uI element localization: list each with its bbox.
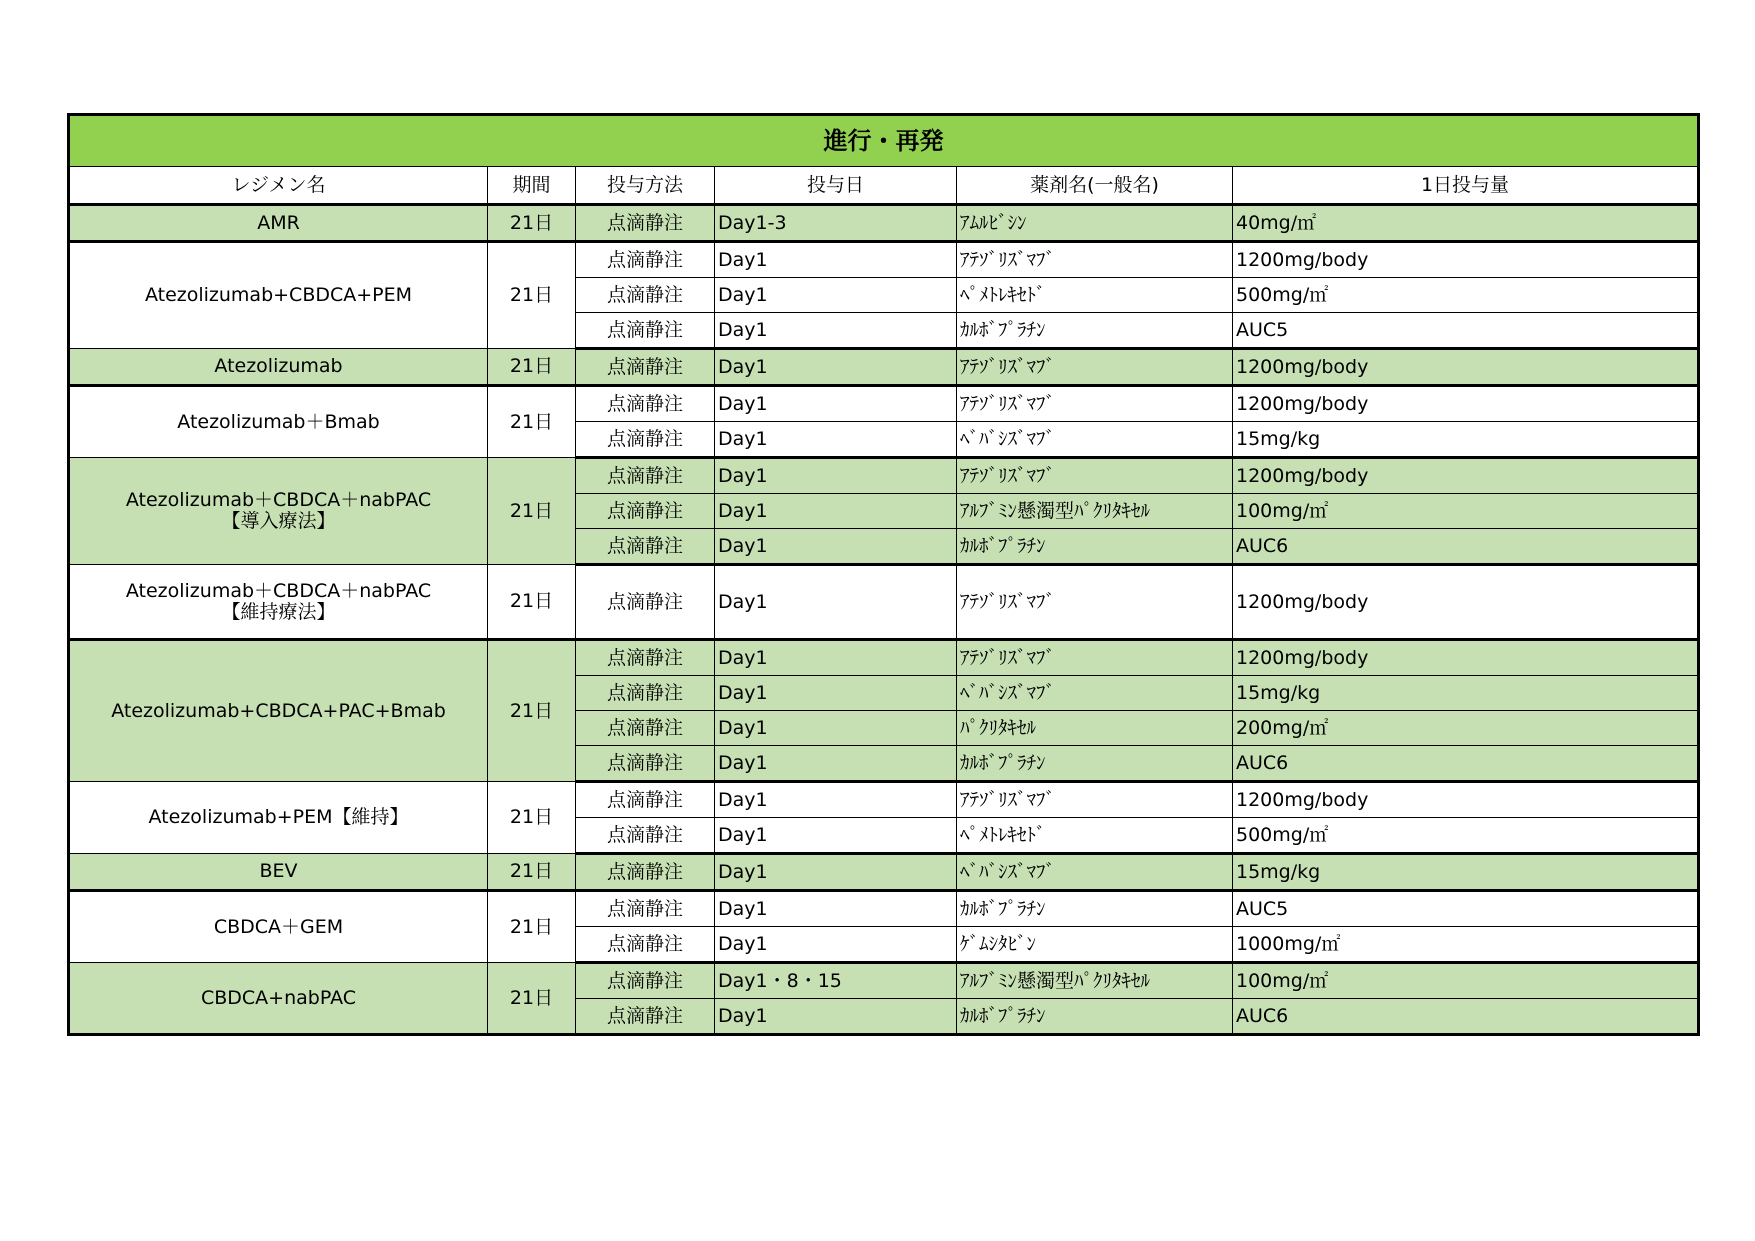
day-cell: Day1 [715,386,957,422]
table-row [69,963,1699,999]
drug-cell: ﾍﾞﾊﾞｼｽﾞﾏﾌﾞ [957,422,1233,458]
column-header-method: 投与方法 [576,167,715,205]
regimen-name-cell [69,782,488,854]
drug-cell: ｱﾙﾌﾞﾐﾝ懸濁型ﾊﾟｸﾘﾀｷｾﾙ [957,494,1233,529]
regimen-name-line: CBDCA＋GEM [213,915,344,938]
period-cell: 21日 [488,349,576,386]
method-cell: 点滴静注 [576,494,715,529]
regimen-name-cell [69,565,488,640]
drug-cell: ｶﾙﾎﾞﾌﾟﾗﾁﾝ [957,313,1233,349]
day-cell: Day1-3 [715,205,957,242]
drug-cell: ｹﾞﾑｼﾀﾋﾞﾝ [957,927,1233,963]
drug-cell: ｶﾙﾎﾞﾌﾟﾗﾁﾝ [957,891,1233,927]
day-cell: Day1 [715,782,957,818]
method-cell: 点滴静注 [576,313,715,349]
regimen-name-cell [69,891,488,963]
drug-cell: ｶﾙﾎﾞﾌﾟﾗﾁﾝ [957,999,1233,1035]
regimen-name-line: Atezolizumab+CBDCA+PAC+Bmab [111,699,446,722]
day-cell: Day1 [715,242,957,278]
dose-cell: AUC6 [1233,529,1699,565]
period-cell: 21日 [488,205,576,242]
table-row [69,891,1699,927]
table-row [69,386,1699,422]
regimen-name-line: Atezolizumab+CBDCA+PEM [144,284,413,307]
method-cell: 点滴静注 [576,205,715,242]
regimen-name-line: Atezolizumab+PEM【維持】 [148,806,409,829]
method-cell: 点滴静注 [576,458,715,494]
method-cell: 点滴静注 [576,565,715,640]
drug-cell: ｶﾙﾎﾞﾌﾟﾗﾁﾝ [957,746,1233,782]
regimen-name-cell [69,963,488,1035]
method-cell: 点滴静注 [576,676,715,711]
regimen-table [67,113,1700,1036]
column-header-drug: 薬剤名(一般名) [957,167,1233,205]
day-cell: Day1 [715,458,957,494]
dose-cell: 15mg/kg [1233,854,1699,891]
regimen-name-cell [69,349,488,386]
period-cell: 21日 [488,891,576,963]
method-cell: 点滴静注 [576,711,715,746]
dose-cell: 500mg/㎡ [1233,818,1699,854]
drug-cell: ｱﾑﾙﾋﾞｼﾝ [957,205,1233,242]
method-cell: 点滴静注 [576,386,715,422]
regimen-name-line: 【維持療法】 [221,600,336,623]
dose-cell: 15mg/kg [1233,676,1699,711]
day-cell: Day1・8・15 [715,963,957,999]
method-cell: 点滴静注 [576,999,715,1035]
regimen-name-cell [69,242,488,349]
dose-cell: 500mg/㎡ [1233,278,1699,313]
regimen-name-cell [69,205,488,242]
dose-cell: AUC5 [1233,313,1699,349]
dose-cell: 1000mg/㎡ [1233,927,1699,963]
dose-cell: AUC5 [1233,891,1699,927]
day-cell: Day1 [715,676,957,711]
method-cell: 点滴静注 [576,891,715,927]
method-cell: 点滴静注 [576,746,715,782]
day-cell: Day1 [715,422,957,458]
regimen-name-line: 【導入療法】 [221,510,336,532]
column-header-regimen: レジメン名 [69,167,488,205]
regimen-name-line: AMR [257,211,300,234]
method-cell: 点滴静注 [576,640,715,676]
regimen-name-cell [69,386,488,458]
dose-cell: 1200mg/body [1233,565,1699,640]
drug-cell: ﾍﾟﾒﾄﾚｷｾﾄﾞ [957,818,1233,854]
dose-cell: 100mg/㎡ [1233,494,1699,529]
table-row [69,349,1699,386]
drug-cell: ｱﾃｿﾞﾘｽﾞﾏﾌﾞ [957,640,1233,676]
column-header-dose: 1日投与量 [1233,167,1699,205]
method-cell: 点滴静注 [576,782,715,818]
header-row [69,167,1699,205]
regimen-name-cell [69,640,488,782]
dose-cell: 1200mg/body [1233,242,1699,278]
day-cell: Day1 [715,529,957,565]
regimen-name-line: Atezolizumab＋CBDCA＋nabPAC [125,489,432,512]
dose-cell: 1200mg/body [1233,640,1699,676]
period-cell: 21日 [488,782,576,854]
method-cell: 点滴静注 [576,529,715,565]
day-cell: Day1 [715,999,957,1035]
period-cell: 21日 [488,242,576,349]
drug-cell: ﾊﾟｸﾘﾀｷｾﾙ [957,711,1233,746]
regimen-name-line: Atezolizumab＋CBDCA＋nabPAC [125,579,432,602]
drug-cell: ｱﾃｿﾞﾘｽﾞﾏﾌﾞ [957,349,1233,386]
period-cell: 21日 [488,963,576,1035]
drug-cell: ｱﾃｿﾞﾘｽﾞﾏﾌﾞ [957,386,1233,422]
dose-cell: 200mg/㎡ [1233,711,1699,746]
dose-cell: 1200mg/body [1233,782,1699,818]
method-cell: 点滴静注 [576,818,715,854]
period-cell: 21日 [488,386,576,458]
method-cell: 点滴静注 [576,349,715,386]
regimen-name-line: Atezolizumab＋Bmab [177,410,380,433]
drug-cell: ｱﾃｿﾞﾘｽﾞﾏﾌﾞ [957,242,1233,278]
column-header-period: 期間 [488,167,576,205]
drug-cell: ﾍﾞﾊﾞｼｽﾞﾏﾌﾞ [957,676,1233,711]
day-cell: Day1 [715,927,957,963]
day-cell: Day1 [715,640,957,676]
table-title: 進行・再発 [69,115,1699,167]
day-cell: Day1 [715,494,957,529]
table-row [69,242,1699,278]
table-row [69,565,1699,640]
day-cell: Day1 [715,565,957,640]
day-cell: Day1 [715,711,957,746]
drug-cell: ﾍﾞﾊﾞｼｽﾞﾏﾌﾞ [957,854,1233,891]
dose-cell: 1200mg/body [1233,349,1699,386]
dose-cell: 1200mg/body [1233,386,1699,422]
day-cell: Day1 [715,349,957,386]
day-cell: Day1 [715,278,957,313]
period-cell: 21日 [488,854,576,891]
drug-cell: ｱﾃｿﾞﾘｽﾞﾏﾌﾞ [957,458,1233,494]
day-cell: Day1 [715,854,957,891]
drug-cell: ｱﾃｿﾞﾘｽﾞﾏﾌﾞ [957,782,1233,818]
day-cell: Day1 [715,746,957,782]
dose-cell: 40mg/㎡ [1233,205,1699,242]
regimen-name-line: CBDCA+nabPAC [200,986,357,1009]
regimen-name-cell [69,854,488,891]
method-cell: 点滴静注 [576,927,715,963]
table-row [69,854,1699,891]
day-cell: Day1 [715,818,957,854]
drug-cell: ｱﾙﾌﾞﾐﾝ懸濁型ﾊﾟｸﾘﾀｷｾﾙ [957,963,1233,999]
dose-cell: 100mg/㎡ [1233,963,1699,999]
regimen-name-line: Atezolizumab [214,355,343,378]
dose-cell: 1200mg/body [1233,458,1699,494]
method-cell: 点滴静注 [576,422,715,458]
table-row [69,458,1699,494]
table-row [69,782,1699,818]
dose-cell: 15mg/kg [1233,422,1699,458]
method-cell: 点滴静注 [576,242,715,278]
drug-cell: ﾍﾟﾒﾄﾚｷｾﾄﾞ [957,278,1233,313]
method-cell: 点滴静注 [576,278,715,313]
table-row [69,205,1699,242]
day-cell: Day1 [715,313,957,349]
period-cell: 21日 [488,458,576,565]
column-header-day: 投与日 [715,167,957,205]
drug-cell: ｱﾃｿﾞﾘｽﾞﾏﾌﾞ [957,565,1233,640]
title-row [69,115,1699,167]
method-cell: 点滴静注 [576,854,715,891]
table-row [69,640,1699,676]
period-cell: 21日 [488,640,576,782]
regimen-name-line: BEV [259,860,298,883]
dose-cell: AUC6 [1233,746,1699,782]
period-cell: 21日 [488,565,576,640]
drug-cell: ｶﾙﾎﾞﾌﾟﾗﾁﾝ [957,529,1233,565]
method-cell: 点滴静注 [576,963,715,999]
regimen-name-cell [69,458,488,565]
dose-cell: AUC6 [1233,999,1699,1035]
day-cell: Day1 [715,891,957,927]
